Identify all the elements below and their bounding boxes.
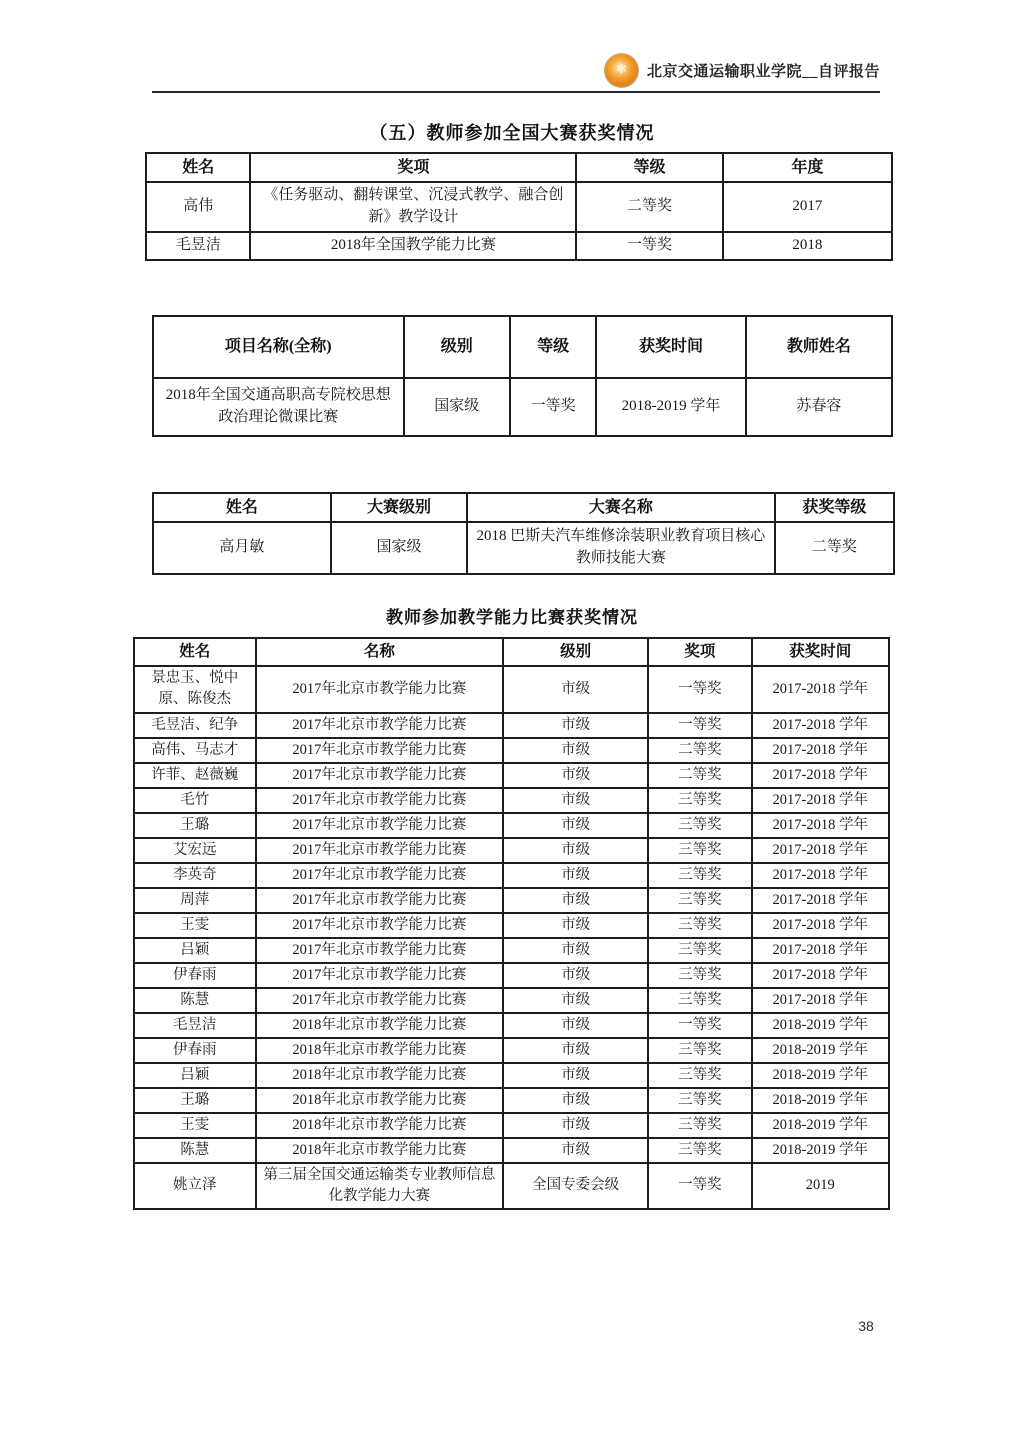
table-cell: 吕颖 (134, 1063, 256, 1088)
table-cell: 2018年北京市教学能力比赛 (256, 1063, 504, 1088)
table-cell: 2017-2018 学年 (752, 713, 889, 738)
column-header: 大赛级别 (331, 493, 467, 522)
column-header: 年度 (723, 153, 892, 182)
table-cell: 2017年北京市教学能力比赛 (256, 863, 504, 888)
column-header: 获奖等级 (775, 493, 894, 522)
column-header: 姓名 (153, 493, 331, 522)
table-cell: 吕颖 (134, 938, 256, 963)
table-cell: 许菲、赵薇巍 (134, 763, 256, 788)
table-cell: 三等奖 (648, 1063, 751, 1088)
table-cell: 2018年北京市教学能力比赛 (256, 1113, 504, 1138)
table-cell: 市级 (503, 666, 648, 712)
table-cell: 毛昱洁 (146, 232, 250, 260)
table-cell: 市级 (503, 863, 648, 888)
table-header-row (153, 493, 894, 522)
table-cell: 第三届全国交通运输类专业教师信息化教学能力大赛 (256, 1163, 504, 1209)
column-header: 奖项 (250, 153, 576, 182)
table-cell: 2017-2018 学年 (752, 888, 889, 913)
table-row (134, 1113, 889, 1138)
table-cell: 三等奖 (648, 788, 751, 813)
table-cell: 一等奖 (510, 378, 596, 436)
table-cell: 市级 (503, 1138, 648, 1163)
table-row (134, 1163, 889, 1209)
table-cell: 2017-2018 学年 (752, 838, 889, 863)
table-cell: 市级 (503, 913, 648, 938)
table-cell: 二等奖 (648, 763, 751, 788)
page-number: 38 (858, 1318, 874, 1334)
table-cell: 高月敏 (153, 522, 331, 574)
table-cell: 三等奖 (648, 1038, 751, 1063)
table-cell: 王雯 (134, 913, 256, 938)
table-cell: 市级 (503, 988, 648, 1013)
table-cell: 王璐 (134, 813, 256, 838)
table-cell: 2017年北京市教学能力比赛 (256, 888, 504, 913)
table-cell: 毛昱洁 (134, 1013, 256, 1038)
table-cell: 三等奖 (648, 1138, 751, 1163)
table-cell: 2017年北京市教学能力比赛 (256, 913, 504, 938)
table-cell: 2018-2019 学年 (752, 1063, 889, 1088)
table-cell: 一等奖 (648, 1163, 751, 1209)
table-cell: 陈慧 (134, 988, 256, 1013)
table-cell: 2018年北京市教学能力比赛 (256, 1013, 504, 1038)
table-cell: 一等奖 (576, 232, 722, 260)
table-cell: 高伟、马志才 (134, 738, 256, 763)
college-emblem-icon (605, 54, 638, 87)
table-cell: 市级 (503, 938, 648, 963)
table-cell: 市级 (503, 788, 648, 813)
table-cell: 三等奖 (648, 888, 751, 913)
table-cell: 2017年北京市教学能力比赛 (256, 666, 504, 712)
table-cell: 李英奇 (134, 863, 256, 888)
column-header: 级别 (404, 316, 510, 378)
table-cell: 市级 (503, 1038, 648, 1063)
table-cell: 2018年北京市教学能力比赛 (256, 1038, 504, 1063)
table-cell: 三等奖 (648, 1088, 751, 1113)
column-header: 名称 (256, 638, 504, 666)
table-cell: 国家级 (404, 378, 510, 436)
table-cell: 2018-2019 学年 (752, 1088, 889, 1113)
table-cell: 三等奖 (648, 988, 751, 1013)
table-cell: 2017-2018 学年 (752, 763, 889, 788)
column-header: 等级 (576, 153, 722, 182)
table-cell: 三等奖 (648, 838, 751, 863)
table-cell: 二等奖 (648, 738, 751, 763)
table-cell: 2018年北京市教学能力比赛 (256, 1088, 504, 1113)
table-cell: 2018-2019 学年 (752, 1038, 889, 1063)
table-cell: 苏春容 (746, 378, 892, 436)
table-cell: 2018-2019 学年 (752, 1113, 889, 1138)
table-row (146, 182, 892, 232)
table-header-row (134, 638, 889, 666)
column-header: 项目名称(全称) (153, 316, 404, 378)
table-cell: 2017-2018 学年 (752, 738, 889, 763)
table-cell: 毛昱洁、纪争 (134, 713, 256, 738)
table-cell: 三等奖 (648, 938, 751, 963)
table-cell: 国家级 (331, 522, 467, 574)
table-cell: 三等奖 (648, 963, 751, 988)
running-header (152, 53, 880, 93)
skills-competition-table (152, 492, 895, 575)
national-competition-awards-table (145, 152, 893, 261)
table-row (134, 813, 889, 838)
teaching-ability-awards-table (133, 637, 890, 1210)
table-cell: 2017年北京市教学能力比赛 (256, 763, 504, 788)
table-cell: 2018年全国教学能力比赛 (250, 232, 576, 260)
column-header: 教师姓名 (746, 316, 892, 378)
table-header-row (153, 316, 892, 378)
table-cell: 2017年北京市教学能力比赛 (256, 813, 504, 838)
table-row (134, 666, 889, 712)
column-header: 获奖时间 (752, 638, 889, 666)
table-row (134, 1063, 889, 1088)
table-row (134, 1038, 889, 1063)
subsection-title: 教师参加教学能力比赛获奖情况 (386, 608, 638, 627)
table-cell: 2017-2018 学年 (752, 863, 889, 888)
column-header: 级别 (503, 638, 648, 666)
table-cell: 2017年北京市教学能力比赛 (256, 713, 504, 738)
table-cell: 2018-2019 学年 (752, 1138, 889, 1163)
table-cell: 2017年北京市教学能力比赛 (256, 988, 504, 1013)
table-row (134, 888, 889, 913)
table-cell: 《任务驱动、翻转课堂、沉浸式教学、融合创新》教学设计 (250, 182, 576, 232)
table-cell: 三等奖 (648, 1113, 751, 1138)
table-cell: 2017-2018 学年 (752, 938, 889, 963)
table-row (134, 788, 889, 813)
table-row (134, 863, 889, 888)
table-cell: 市级 (503, 713, 648, 738)
table-cell: 陈慧 (134, 1138, 256, 1163)
table-cell: 2017年北京市教学能力比赛 (256, 838, 504, 863)
table-cell: 市级 (503, 1013, 648, 1038)
table-cell: 全国专委会级 (503, 1163, 648, 1209)
table-cell: 一等奖 (648, 666, 751, 712)
table-row (134, 1013, 889, 1038)
table-cell: 市级 (503, 813, 648, 838)
table-cell: 毛竹 (134, 788, 256, 813)
table-header-row (146, 153, 892, 182)
table-cell: 伊春雨 (134, 963, 256, 988)
table-row (134, 963, 889, 988)
table-cell: 市级 (503, 838, 648, 863)
column-header: 等级 (510, 316, 596, 378)
table-cell: 2017年北京市教学能力比赛 (256, 738, 504, 763)
table-row (134, 763, 889, 788)
table-cell: 2017-2018 学年 (752, 788, 889, 813)
table-cell: 2017年北京市教学能力比赛 (256, 938, 504, 963)
table-cell: 2017-2018 学年 (752, 988, 889, 1013)
table-cell: 伊春雨 (134, 1038, 256, 1063)
table-cell: 二等奖 (576, 182, 722, 232)
table-cell: 一等奖 (648, 1013, 751, 1038)
table-cell: 2017年北京市教学能力比赛 (256, 788, 504, 813)
table-cell: 姚立泽 (134, 1163, 256, 1209)
table-cell: 市级 (503, 963, 648, 988)
table-cell: 2017-2018 学年 (752, 813, 889, 838)
table-cell: 周萍 (134, 888, 256, 913)
table-cell: 2018年全国交通高职高专院校思想政治理论微课比赛 (153, 378, 404, 436)
table-row (134, 713, 889, 738)
section-title: （五）教师参加全国大赛获奖情况 (369, 123, 655, 143)
table-cell: 王璐 (134, 1088, 256, 1113)
table-cell: 市级 (503, 1063, 648, 1088)
running-header-title: 北京交通运输职业学院__自评报告 (646, 63, 880, 80)
column-header: 姓名 (146, 153, 250, 182)
table-row (134, 1138, 889, 1163)
table-cell: 2018年北京市教学能力比赛 (256, 1138, 504, 1163)
table-cell: 2018-2019 学年 (752, 1013, 889, 1038)
table-cell: 2018-2019 学年 (596, 378, 745, 436)
table-cell: 2017-2018 学年 (752, 963, 889, 988)
table-row (134, 1088, 889, 1113)
table-cell: 二等奖 (775, 522, 894, 574)
table-cell: 市级 (503, 888, 648, 913)
table-row (153, 378, 892, 436)
column-header: 姓名 (134, 638, 256, 666)
table-cell: 王雯 (134, 1113, 256, 1138)
micro-course-competition-table (152, 315, 893, 437)
table-row (134, 913, 889, 938)
table-cell: 2017年北京市教学能力比赛 (256, 963, 504, 988)
table-cell: 景忠玉、悦中原、陈俊杰 (134, 666, 256, 712)
table-cell: 市级 (503, 738, 648, 763)
table-cell: 2018 巴斯夫汽车维修涂装职业教育项目核心教师技能大赛 (467, 522, 775, 574)
table-cell: 三等奖 (648, 813, 751, 838)
table-row (146, 232, 892, 260)
table-cell: 艾宏远 (134, 838, 256, 863)
table-cell: 2017 (723, 182, 892, 232)
table-cell: 2018 (723, 232, 892, 260)
table-cell: 三等奖 (648, 863, 751, 888)
column-header: 获奖时间 (596, 316, 745, 378)
table-cell: 市级 (503, 1088, 648, 1113)
table-row (153, 522, 894, 574)
table-cell: 市级 (503, 763, 648, 788)
table-row (134, 988, 889, 1013)
table-cell: 2019 (752, 1163, 889, 1209)
column-header: 大赛名称 (467, 493, 775, 522)
table-cell: 2017-2018 学年 (752, 913, 889, 938)
table-cell: 2017-2018 学年 (752, 666, 889, 712)
table-row (134, 738, 889, 763)
table-cell: 一等奖 (648, 713, 751, 738)
column-header: 奖项 (648, 638, 751, 666)
table-row (134, 938, 889, 963)
table-cell: 高伟 (146, 182, 250, 232)
table-cell: 三等奖 (648, 913, 751, 938)
table-cell: 市级 (503, 1113, 648, 1138)
table-row (134, 838, 889, 863)
